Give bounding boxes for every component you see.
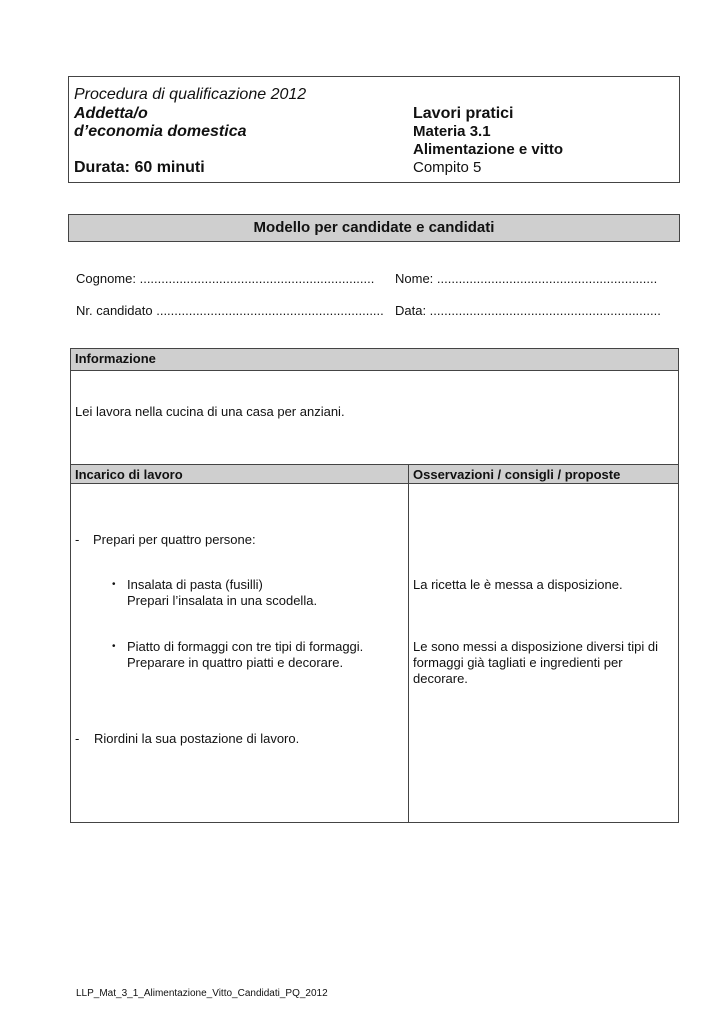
note-cheese-line3: decorare.: [413, 671, 468, 686]
column-divider: [408, 465, 409, 823]
item1-line1: Insalata di pasta (fusilli): [127, 577, 263, 592]
role-line-1: Addetta/o: [74, 105, 148, 122]
subject-number: Materia 3.1: [413, 123, 491, 140]
candidate-number-field[interactable]: Nr. candidato ...............................................................: [76, 303, 384, 318]
item1-line2: Prepari l’insalata in una scodella.: [127, 593, 318, 608]
task-number: Compito 5: [413, 159, 482, 176]
bullet-marker: •: [112, 579, 116, 590]
date-field[interactable]: Data: ................................................................: [395, 303, 661, 318]
role-line-2: d’economia domestica: [74, 123, 247, 140]
task-column-heading: Incarico di lavoro: [75, 467, 183, 482]
info-task-table: [70, 348, 679, 823]
task-intro: Prepari per quattro persone:: [93, 532, 256, 547]
subject-title: Alimentazione e vitto: [413, 141, 564, 158]
info-text: Lei lavora nella cucina di una casa per anziani.: [75, 404, 345, 419]
name-field[interactable]: Nome: .............................................................: [395, 271, 658, 286]
note-recipe: La ricetta le è messa a disposizione.: [413, 577, 623, 592]
notes-column-heading: Osservazioni / consigli / proposte: [413, 467, 621, 482]
dash-marker: -: [75, 532, 80, 547]
surname-field[interactable]: Cognome: .................................................................: [76, 271, 375, 286]
header-box: [68, 76, 680, 183]
item2-line1: Piatto di formaggi con tre tipi di formaggi.: [127, 639, 364, 654]
duration: Durata: 60 minuti: [74, 159, 205, 176]
practical-work-title: Lavori pratici: [413, 105, 514, 122]
procedure-title: Procedura di qualificazione 2012: [74, 86, 307, 103]
candidate-model-banner: Modello per candidate e candidati: [68, 214, 680, 242]
item2-line2: Preparare in quattro piatti e decorare.: [127, 655, 344, 670]
note-cheese-line2: formaggi già tagliati e ingredienti per: [413, 655, 623, 670]
info-heading: Informazione: [71, 349, 678, 371]
note-cheese-line1: Le sono messi a disposizione diversi tipi di: [413, 639, 658, 654]
task-final: Riordini la sua postazione di lavoro.: [94, 731, 300, 746]
bullet-marker: •: [112, 641, 116, 652]
dash-marker: -: [75, 731, 80, 746]
footer-filename: LLP_Mat_3_1_Alimentazione_Vitto_Candidati_PQ_2012: [76, 988, 328, 999]
